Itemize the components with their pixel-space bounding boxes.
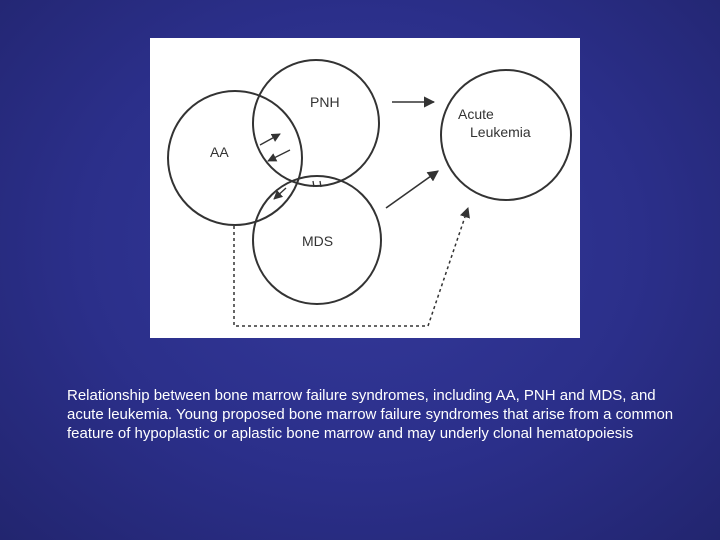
arrow-aa-mds [274,188,286,199]
leukemia-label: Leukemia [470,124,531,140]
dashed-arrow-aa-to-leukemia [234,208,468,326]
arrow-aa-pnh-lower [268,150,290,161]
venn-diagram [150,38,580,338]
pnh-label: PNH [310,94,340,110]
acute-label: Acute [458,106,494,122]
aa-label: AA [210,144,229,160]
aa-circle [168,91,302,225]
pnh-circle [253,60,379,186]
venn-diagram-figure [150,38,580,338]
figure-caption: Relationship between bone marrow failure syndromes, including AA, PNH and MDS, and acute leukemia. Young proposed bone marrow failure syndromes that arise from a common feature of hypoplastic or aplastic bone marrow and may underly clonal hematopoiesis [67,387,674,442]
arrow-mds-to-leukemia [386,171,438,208]
mds-label: MDS [302,233,334,249]
arrow-aa-pnh-upper [260,134,280,145]
